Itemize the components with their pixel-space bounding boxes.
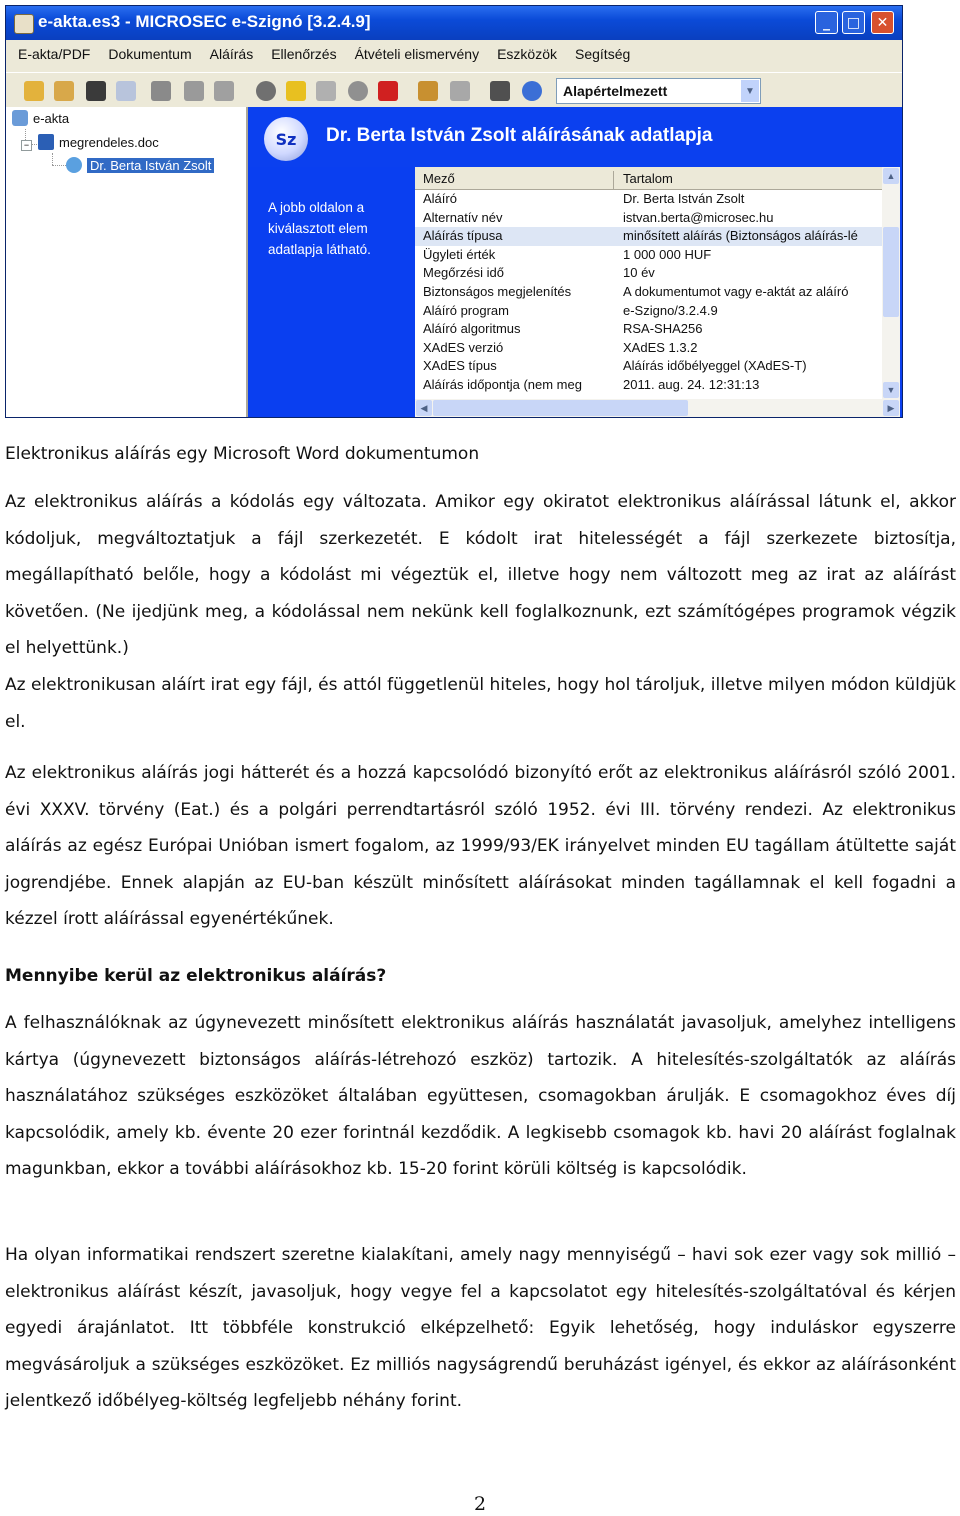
grid-rows [415,190,882,395]
record-icon[interactable] [348,81,368,101]
save-icon[interactable] [86,81,106,101]
toolbar [6,72,902,108]
scroll-thumb[interactable] [883,227,899,317]
value-cell: e-Szigno/3.2.4.9 [623,302,718,318]
figure-caption: Elektronikus aláírás egy Microsoft Word dokumentumon [5,444,480,464]
scroll-left-icon[interactable]: ◀ [416,400,432,416]
table-row[interactable] [415,376,882,395]
document-tree [6,107,248,417]
window-title: e-akta.es3 - MICROSEC e-Szignó [3.2.4.9] [38,12,371,31]
table-row[interactable] [415,283,882,302]
microsec-logo: Sz [264,117,308,161]
section-heading: Mennyibe kerül az elektronikus aláírás? [5,966,387,986]
table-row[interactable] [415,357,882,376]
signature-icon [66,157,82,173]
field-cell: Aláíró program [423,302,509,318]
menu-alairas[interactable]: Aláírás [209,46,254,62]
table-row[interactable] [415,190,882,209]
remove-document-icon[interactable] [184,81,204,101]
menu-eszkozok[interactable]: Eszközök [497,46,557,62]
close-button[interactable]: ✕ [871,11,894,34]
table-row[interactable] [415,246,882,265]
field-cell: Aláírás időpontja (nem meg [423,376,582,392]
chevron-down-icon[interactable]: ▼ [741,80,759,102]
document-icon[interactable] [214,81,234,101]
field-cell: Biztonságos megjelenítés [423,283,572,299]
vertical-scrollbar[interactable] [882,167,900,399]
menu-segitseg[interactable]: Segítség [575,46,631,62]
paragraph-3: A felhasználóknak az úgynevezett minősített elektronikus aláírás használatát javasoljuk, amelyhez intelligens kártya (úgynevezett biztonságos aláírás-létrehozó eszköz) tartozik. A hitelesítés-szolgáltatók az aláírás használatához szükséges eszközöket általában együttesen, csomagokban árulják. E csomagokhoz éves díj kapcsolódik, amely kb. évente 20 ezer forintnál kezdődik. A legkisebb csomagok kb. havi 20 aláírást foglalnak magunkban, ekkor a további aláírásokhoz kb. 15-20 forint körüli költség is kapcsolódik. [5,1013,956,1180]
menu-e-akta-pdf[interactable]: E-akta/PDF [18,46,91,62]
scroll-right-icon[interactable]: ▶ [883,400,899,416]
profile-select-value: Alapértelmezett [563,83,668,99]
paragraph-text: Az elektronikus aláírás a kódolás egy változata. Amikor egy okiratot elektronikus aláírással látunk el, akkor kódoljuk, megváltoztatjuk a fájl szerkezetét. E kódolt irat hitelességét a fájl szerkezete biztosítja, megállapítható belőle, hogy a kódolást mi végeztük el, illetve hogy nem változott meg az irat az aláírást követően. (Ne ijedjünk meg, a kódolással nem nekünk kell foglalkoznunk, ezt számítógépes programok végzik el helyettünk.) [5,492,956,659]
scroll-down-icon[interactable]: ▼ [883,382,899,398]
menu-atveteli-elismerveny[interactable]: Átvételi elismervény [354,46,480,62]
properties-grid [415,167,900,417]
value-cell: Dr. Berta István Zsolt [623,191,745,206]
menu-ellenorzes[interactable]: Ellenőrzés [271,46,337,62]
field-cell: Aláírás típusa [423,228,503,244]
table-row[interactable] [415,227,882,246]
field-cell: XAdES verzió [423,339,504,355]
profile-select[interactable] [556,78,761,104]
value-cell: 1 000 000 HUF [623,246,712,262]
table-row[interactable] [415,302,882,321]
mail-icon[interactable] [116,81,136,101]
page-number: 2 [473,1493,487,1515]
field-cell: Alternatív név [423,209,503,225]
tree-item-label: Dr. Berta István Zsolt [87,158,214,173]
paragraph-4: Ha olyan informatikai rendszert szeretne kialakítani, amely nagy mennyiségű – havi sok ezer vagy sok millió – elektronikus aláírást készít, javasoljuk, hogy vegye fel a kapcsolatot egy hitelesítés-szolgáltatóval és kérjen egyedi árajánlatot. Itt többféle konstrukció elképzelhető: Egyik lehetőség, hogy induláskor egyszerre megvásároljuk a szükséges eszközöket. Ez milliós nagyságrendű beruházást igényel, és ekkor az aláírásonként jelentkező időbélyeg-költség legfeljebb néhány forint. [5,1245,956,1412]
field-cell: Aláíró [423,191,457,206]
add-document-icon[interactable] [151,81,171,101]
sign-icon[interactable] [256,81,276,101]
column-header-field[interactable]: Mező [423,171,455,186]
panel-header [248,107,902,167]
value-cell: Aláírás időbélyeggel (XAdES-T) [623,358,807,374]
value-cell: RSA-SHA256 [623,321,703,337]
table-row[interactable] [415,209,882,228]
help-icon[interactable] [522,81,542,101]
horizontal-scrollbar[interactable] [415,399,900,417]
properties-icon[interactable] [490,81,510,101]
new-folder-icon[interactable] [24,81,44,101]
paragraph-1 [5,484,956,740]
column-header-value[interactable]: Tartalom [623,171,673,186]
paragraph-text: Az elektronikusan aláírt irat egy fájl, és attól függetlenül hiteles, hogy hol tároljuk, illetve milyen módon küldjük el. [5,674,956,732]
tree-item-e-akta[interactable] [12,110,69,126]
value-cell: 2011. aug. 24. 12:31:13 [623,376,760,392]
field-cell: Megőrzési idő [423,265,504,281]
list-icon[interactable] [450,81,470,101]
folder-icon [12,110,28,126]
menu-dokumentum[interactable]: Dokumentum [108,46,192,62]
value-cell: minősített aláírás (Biztonságos aláírás-lé [623,228,858,244]
signature-details-panel [248,107,902,417]
value-cell: XAdES 1.3.2 [623,339,698,355]
check-icon[interactable] [378,81,398,101]
grid-header [415,167,882,190]
title-bar [6,6,902,40]
table-row[interactable] [415,264,882,283]
collapse-toggle[interactable]: − [21,140,32,151]
hint-text: A jobb oldalon a kiválasztott elem adatlapja látható. [268,200,371,257]
star-icon[interactable] [286,81,306,101]
app-icon [14,14,34,34]
tree-item-signer[interactable] [66,157,214,173]
word-document-icon [38,134,54,150]
menu-bar [6,43,902,67]
field-cell: Aláíró algoritmus [423,321,521,337]
scroll-thumb[interactable] [433,400,688,416]
value-cell: istvan.berta@microsec.hu [623,209,774,225]
field-cell: Ügyleti érték [423,246,496,262]
tree-item-document[interactable] [38,134,159,150]
tree-item-label: megrendeles.doc [59,134,159,150]
value-cell: A dokumentumot vagy e-aktát az aláíró [623,283,849,299]
application-window [5,5,903,418]
refresh-icon[interactable] [418,81,438,101]
tree-item-label: e-akta [33,110,70,126]
table-row[interactable] [415,320,882,339]
scroll-up-icon[interactable]: ▲ [883,168,899,184]
panel-title: Dr. Berta István Zsolt aláírásának adatlapja [326,125,713,146]
paragraph-2: Az elektronikus aláírás jogi hátterét és a hozzá kapcsolódó bizonyító erőt az elektronikus aláírásról szóló 2001. évi XXXV. törvény (Eat.) és a polgári perrendtartásról szóló 1952. évi III. törvény rendezi. Az elektronikus aláírás az egész Európai Unióban ismert fogalom, az 1999/93/EK irányelvet minden EU tagállam átültette saját jogrendjébe. Ennek alapján az EU-ban készült minősített aláírásokat minden tagállamnak el kell fogadni a kézzel írott aláírással egyenértékűnek. [5,763,956,930]
table-row[interactable] [415,339,882,358]
key-icon[interactable] [316,81,336,101]
minimize-button[interactable]: _ [815,11,838,34]
maximize-button[interactable]: □ [842,11,865,34]
field-cell: XAdES típus [423,358,497,374]
value-cell: 10 év [623,265,655,281]
open-folder-icon[interactable] [54,81,74,101]
